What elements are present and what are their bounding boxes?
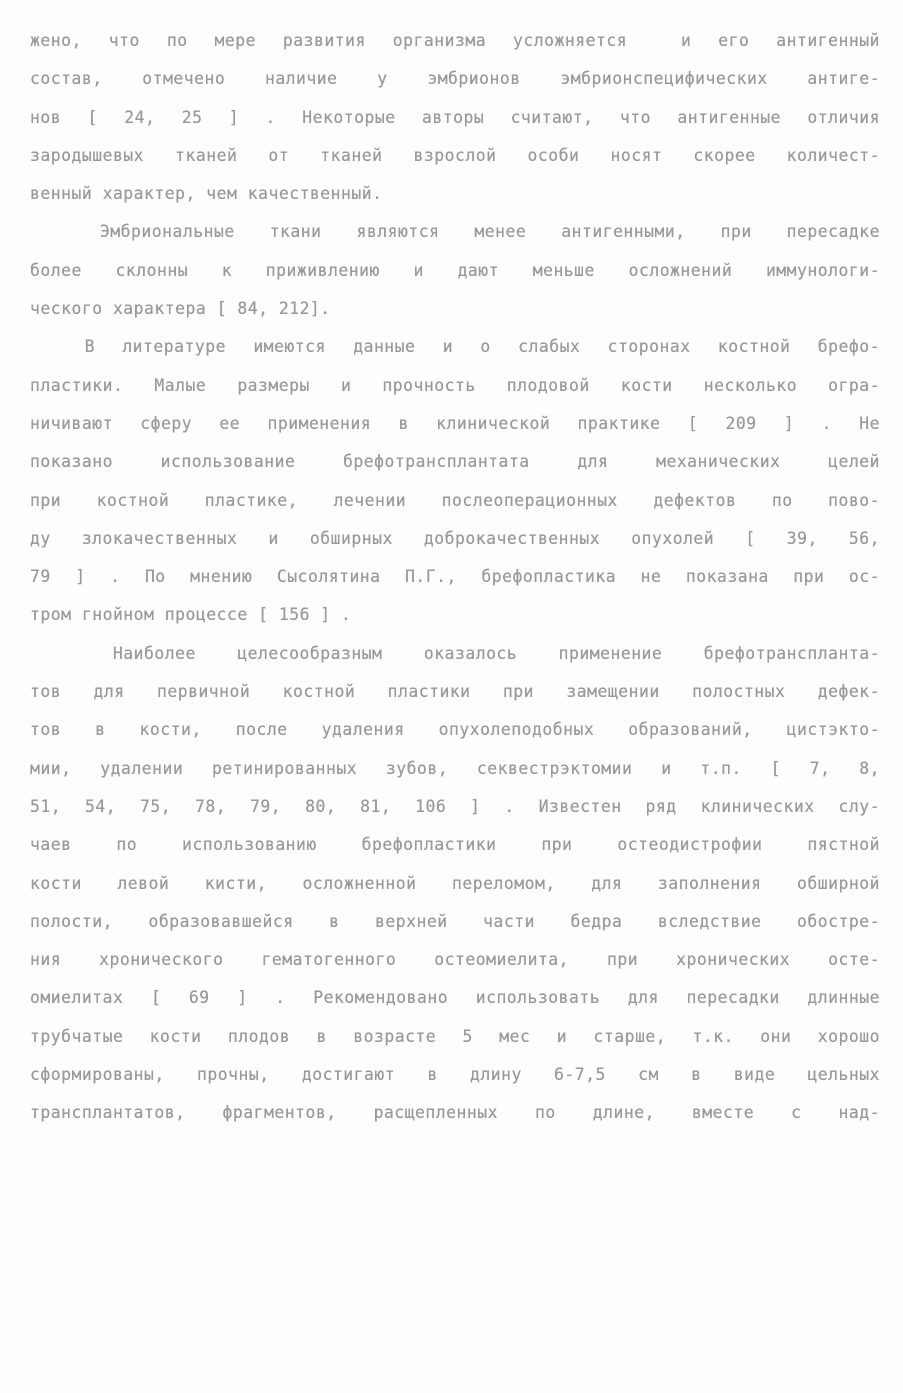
text-line: ческого характера [ 84, 212]. [30, 299, 331, 319]
text-line: сформированы, прочны, достигают в длину 6-7,5 см в виде цельных [30, 1065, 880, 1085]
text-line: В литературе имеются данные и о слабых сторонах костной брефо- [30, 337, 880, 357]
text-line: трансплантатов, фрагментов, расщепленных по длине, вместе с над- [30, 1103, 880, 1123]
text-line: ничивают сферу ее применения в клинической практике [ 209 ] . Не [30, 413, 880, 433]
text-line: тром гнойном процессе [ 156 ] . [30, 605, 352, 625]
text-line: венный характер, чем качественный. [30, 184, 383, 204]
text-line: полости, образовавшейся в верхней части бедра вследствие обостре- [30, 911, 880, 931]
text-line: 79 ] . По мнению Сысолятина П.Г., брефопластика не показана при ос- [30, 567, 880, 587]
text-line: нов [ 24, 25 ] . Некоторые авторы считают, что антигенные отличия [30, 107, 880, 127]
text-line: чаев по использованию брефопластики при остеодистрофии пястной [30, 835, 880, 855]
text-line: тов для первичной костной пластики при замещении полостных дефек- [30, 682, 880, 702]
text-line: при костной пластике, лечении послеоперационных дефектов по пово- [30, 490, 880, 510]
text-line: Эмбриональные ткани являются менее антигенными, при пересадке [30, 222, 880, 242]
text-line: омиелитах [ 69 ] . Рекомендовано использовать для пересадки длинные [30, 988, 880, 1008]
document-body [30, 22, 880, 1133]
text-line: зародышевых тканей от тканей взрослой особи носят скорее количест- [30, 145, 880, 165]
text-line: пластики. Малые размеры и прочность плодовой кости несколько огра- [30, 375, 880, 395]
text-line: жено, что по мере развития организма усложняется и его антигенный [30, 31, 880, 50]
text-line: тов в кости, после удаления опухолеподобных образований, цистэкто- [30, 720, 880, 740]
text-line: трубчатые кости плодов в возрасте 5 мес и старше, т.к. они хорошо [30, 1026, 880, 1046]
text-line: ду злокачественных и обширных доброкачественных опухолей [ 39, 56, [30, 528, 880, 548]
text-line: мии, удалении ретинированных зубов, секвестрэктомии и т.п. [ 7, 8, [30, 758, 880, 778]
text-line: Наиболее целесообразным оказалось применение брефотрансплантa- [30, 643, 880, 663]
text-line: более склонны к приживлению и дают меньше осложнений иммунологи- [30, 260, 880, 280]
text-line: ния хронического гематогенного остеомиелита, при хронических осте- [30, 950, 880, 970]
text-line: состав, отмечено наличие у эмбрионов эмбрионспецифических антиге- [30, 69, 880, 89]
text-line: показано использование брефотрансплантата для механических целей [30, 452, 880, 472]
text-line: кости левой кисти, осложненной переломом, для заполнения обширной [30, 873, 880, 893]
text-line: 51, 54, 75, 78, 79, 80, 81, 106 ] . Известен ряд клинических слу- [30, 796, 880, 816]
